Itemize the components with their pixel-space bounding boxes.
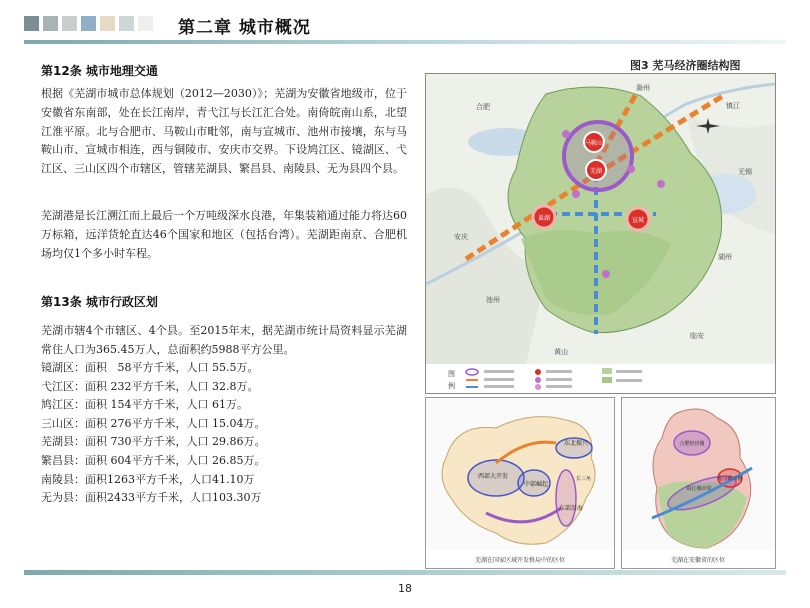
legend-text-placeholder: [546, 370, 572, 373]
place-label: 安庆: [454, 233, 468, 241]
swatch: [138, 16, 153, 31]
header-divider: [24, 40, 786, 44]
zone-label: 东部沿海: [559, 505, 584, 512]
inset-caption: 芜湖在安徽省的区位: [670, 557, 726, 564]
zone-label: 中部崛起: [524, 481, 549, 488]
place-label: 黄山: [554, 348, 568, 356]
zone-label: 皖江城市带: [686, 486, 712, 492]
list-item: 镜湖区：面积 58平方千米，人口 55.5万。: [41, 361, 259, 374]
swatch: [81, 16, 96, 31]
swatch: [62, 16, 77, 31]
legend-text-placeholder: [546, 385, 572, 388]
list-item: 鸠江区：面积 154平方千米，人口 61万。: [41, 398, 248, 412]
swatch: [43, 16, 58, 31]
town-node: [572, 190, 580, 198]
swatch: [100, 16, 115, 31]
label-xuancheng: 宣城: [631, 217, 645, 224]
zone-label: 西部大开发: [478, 473, 509, 480]
label-maanshan: 马鞍山: [584, 140, 604, 147]
east-coast-zone: [556, 470, 576, 526]
legend-label: 例: [448, 382, 455, 390]
town-node: [562, 130, 570, 138]
label-chaohu: 巢湖: [537, 215, 551, 222]
section-12-paragraph-1: 根据《芜湖市城市总体规划（2012—2030）》；芜湖为安徽省地级市，位于安徽省东南部，处在长江南岸，青弋江与长江汇合处。南倚皖南山系，北望江淮平原。北与合肥市、马鞍山市毗邻，南与宣城市、池州市接壤，东与马鞍山市、宣城市相连，西与铜陵市、安庆市交界。下设鸠江区、镜湖区、弋江区、三山区四个市辖区，管辖芜湖县、繁昌县、南陵县、无为县四个县。: [41, 87, 407, 176]
swatch: [119, 16, 134, 31]
list-item: 弋江区：面积 232平方千米，人口 32.8万。: [41, 379, 259, 393]
label-wuhu: 芜湖: [589, 168, 603, 175]
chapter-title: 第二章 城市概况: [178, 18, 311, 38]
header-color-swatches: [24, 16, 153, 31]
legend-icon: [535, 369, 541, 375]
section-13-title: 第13条 城市行政区划: [41, 295, 158, 309]
legend-text-placeholder: [484, 378, 514, 381]
legend-icon: [602, 368, 612, 374]
zone-label: 芜马都市圈: [717, 476, 743, 482]
zone-label: 长三角: [576, 476, 592, 482]
place-label: 池州: [486, 296, 500, 304]
district-list: [41, 359, 407, 508]
legend-icon: [602, 377, 612, 383]
economic-circle-map: [425, 73, 776, 394]
place-label: 湖州: [718, 253, 732, 261]
legend-icon: [535, 377, 541, 383]
inset-caption: 芜湖在国家区域开发格局中的区位: [474, 557, 566, 564]
legend-label: 图: [448, 370, 455, 378]
legend-text-placeholder: [616, 370, 642, 373]
national-position-map: [425, 397, 615, 569]
zone-label: 东北振兴: [564, 440, 589, 447]
place-label: 临安: [690, 332, 704, 340]
section-13-paragraph: 芜湖市辖4个市辖区、4个县。至2015年末，据芜湖市统计局资料显示芜湖常住人口为365.45万人，总面积约5988平方公里。: [41, 324, 407, 356]
section-12-title: 第12条 城市地理交通: [41, 64, 158, 78]
town-node: [657, 180, 665, 188]
page-number: 18: [398, 582, 412, 595]
swatch: [24, 16, 39, 31]
place-label: 合肥: [476, 103, 490, 111]
china-map-graphic: [426, 398, 614, 568]
list-item: 芜湖县：面积 730平方千米，人口 29.86万。: [41, 435, 266, 449]
legend-text-placeholder: [616, 379, 642, 382]
list-item: 南陵县：面积1263平方千米，人口41.10万: [41, 472, 255, 486]
list-item: 繁昌县：面积 604平方千米，人口 26.85万。: [41, 453, 266, 467]
place-label: 无锡: [738, 168, 752, 176]
legend-text-placeholder: [546, 378, 572, 381]
legend-icon: [535, 384, 541, 390]
section-12-paragraph-2: 芜湖港是长江溯江而上最后一个万吨级深水良港，年集装箱通过能力将达60万标箱，远洋货轮直达46个国家和地区（包括台湾）。芜湖距南京、合肥机场均仅1个多小时车程。: [41, 209, 407, 260]
town-node: [602, 270, 610, 278]
list-item: 无为县：面积2433平方千米，人口103.30万: [41, 491, 262, 505]
place-label: 镇江: [726, 102, 740, 110]
legend-text-placeholder: [484, 385, 514, 388]
place-label: 滁州: [636, 84, 650, 92]
provincial-position-map: [621, 397, 776, 569]
legend-panel: [426, 364, 775, 393]
zone-label: 合肥经济圈: [679, 441, 705, 447]
figure-caption: 图3 芜马经济圈结构图: [630, 59, 741, 72]
anhui-map-graphic: [622, 398, 775, 568]
town-node: [627, 165, 635, 173]
legend-text-placeholder: [484, 370, 514, 373]
footer-divider: [24, 570, 786, 575]
map-graphic: [426, 74, 775, 393]
list-item: 三山区：面积 276平方千米，人口 15.04万。: [41, 416, 266, 430]
